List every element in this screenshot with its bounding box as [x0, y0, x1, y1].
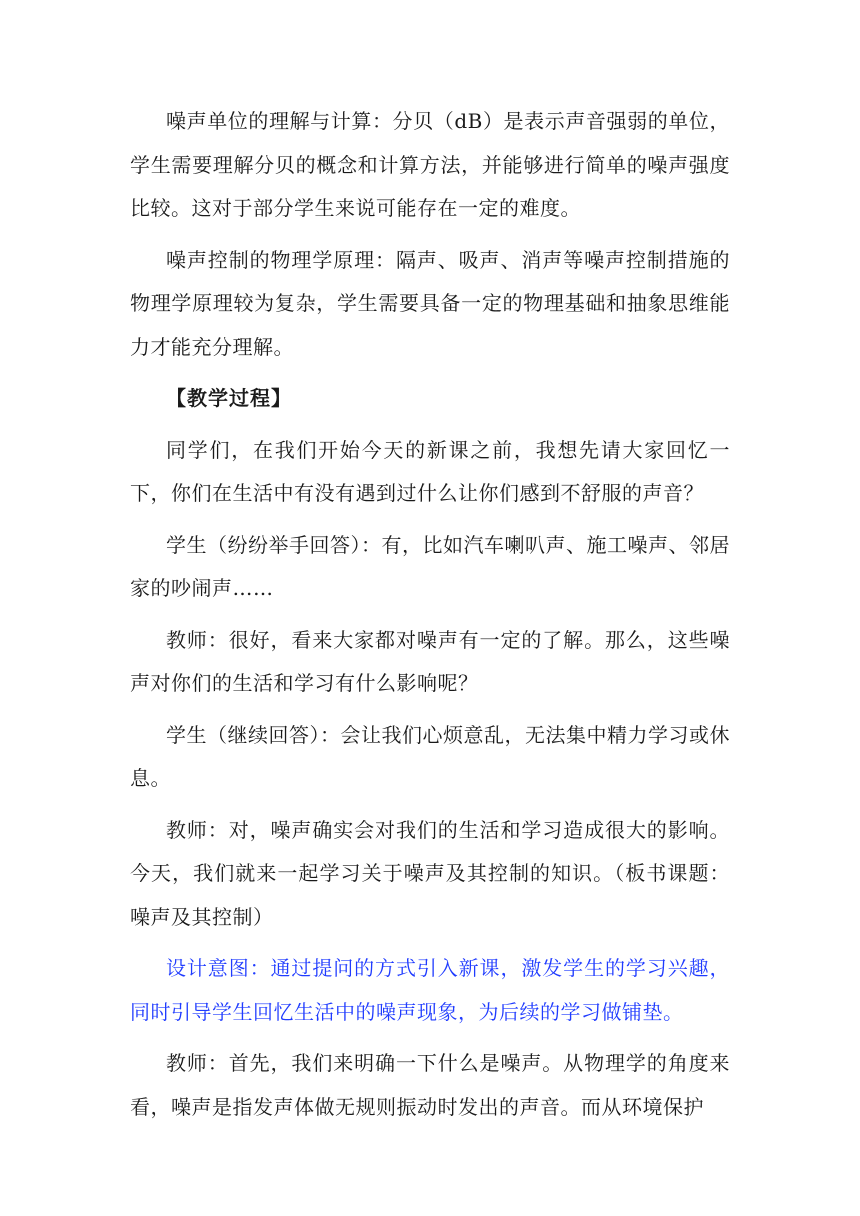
paragraph-design-intent: 设计意图：通过提问的方式引入新课，激发学生的学习兴趣，同时引导学生回忆生活中的噪声现象，为后续的学习做铺垫。 [130, 956, 730, 1024]
paragraph-student-answer-1: 学生（纷纷举手回答）：有，比如汽车喇叭声、施工噪声、邻居家的吵闹声…… [130, 532, 730, 600]
paragraph-teacher-intro: 教师：对，噪声确实会对我们的生活和学习造成很大的影响。今天，我们就来一起学习关于噪声及其控制的知识。（板书课题：噪声及其控制） [130, 817, 730, 929]
paragraph-noise-control-principle: 噪声控制的物理学原理：隔声、吸声、消声等噪声控制措施的物理学原理较为复杂，学生需要具备一定的物理基础和抽象思维能力才能充分理解。 [130, 247, 730, 359]
section-heading-teaching-process: 【教学过程】 [166, 386, 292, 410]
paragraph-teacher-question: 同学们，在我们开始今天的新课之前，我想先请大家回忆一下，你们在生活中有没有遇到过什么让你们感到不舒服的声音？ [130, 437, 730, 505]
paragraph-teacher-followup: 教师：很好，看来大家都对噪声有一定的了解。那么，这些噪声对你们的生活和学习有什么影响呢？ [130, 627, 730, 695]
paragraph-noise-unit: 噪声单位的理解与计算：分贝（dB）是表示声音强弱的单位，学生需要理解分贝的概念和计算方法，并能够进行简单的噪声强度比较。这对于部分学生来说可能存在一定的难度。 [130, 109, 730, 220]
paragraph-student-answer-2: 学生（继续回答）：会让我们心烦意乱，无法集中精力学习或休息。 [130, 722, 730, 790]
document-page [130, 100, 730, 1137]
paragraph-noise-definition: 教师：首先，我们来明确一下什么是噪声。从物理学的角度来看，噪声是指发声体做无规则振动时发出的声音。而从环境保护 [130, 1051, 730, 1119]
